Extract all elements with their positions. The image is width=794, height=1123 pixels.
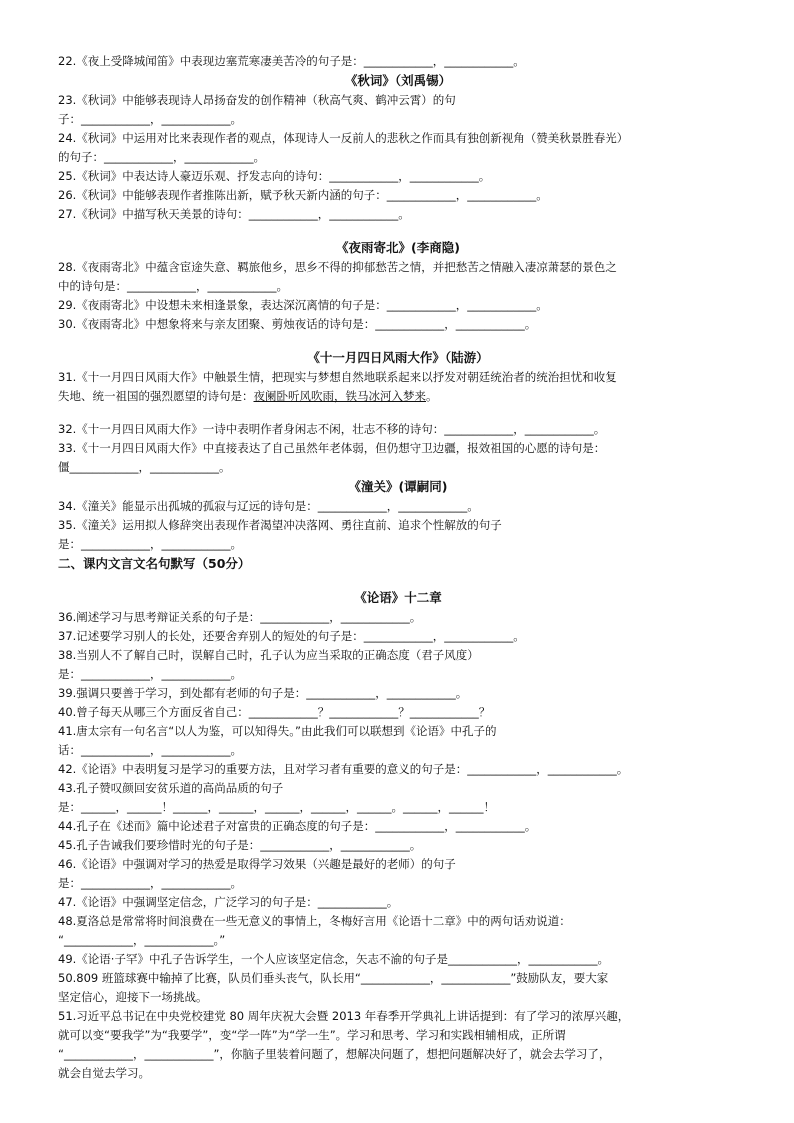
question-line: 31.《十一月四日风雨大作》中触景生情，把现实与梦想自然地联系起来以抒发对朝廷统治者的统治担忧和收复 xyxy=(58,370,617,384)
question-line: 24.《秋词》中运用对比来表现作者的观点，体现诗人一反前人的悲秋之作而具有独创新视角（赞美秋景胜春光） xyxy=(58,131,629,145)
question-line: 40.曾子每天从哪三个方面反省自己：____________？____________？____________？ xyxy=(58,705,491,719)
question-line: 46.《论语》中强调对学习的热爱是取得学习效果（兴趣是最好的老师）的句子 xyxy=(58,857,456,871)
question-line: 47.《论语》中强调坚定信念，广泛学习的句子是：____________。 xyxy=(58,895,399,909)
question-line: 26.《秋词》中能够表现作者推陈出新，赋予秋天新内涵的句子：____________，____________。 xyxy=(58,188,548,202)
question-line: 41.唐太宗有一句名言“以人为鉴，可以知得失。”由此我们可以联想到《论语》中孔子的 xyxy=(58,724,497,738)
question-line xyxy=(58,387,738,406)
question-line: 的句子：____________，____________。 xyxy=(58,150,265,164)
question-line: 就会自觉去学习。 xyxy=(58,1066,150,1080)
question-line: 话：____________，____________。 xyxy=(58,743,242,757)
section-heading: 二、课内文言文名句默写（50分） xyxy=(58,556,251,571)
question-line: 25.《秋词》中表达诗人豪迈乐观、抒发志向的诗句：____________，____________。 xyxy=(58,169,491,183)
question-text: 。 xyxy=(426,389,438,403)
question-line: 僵____________，____________。 xyxy=(58,460,231,474)
question-line: 29.《夜雨寄北》中设想未来相逢景象，表达深沉离情的句子是：____________，____________。 xyxy=(58,298,548,312)
question-line: “____________，____________”，你脑子里装着问题了，想解决问题了，想把问题解决好了，就会去学习了， xyxy=(58,1047,611,1061)
spacer xyxy=(58,334,738,348)
question-line: 35.《潼关》运用拟人修辞突出表现作者渴望冲决落网、勇往直前、追求个性解放的句子 xyxy=(58,518,502,532)
question-line: 是：____________，____________。 xyxy=(58,667,242,681)
question-line: 37.记述要学习别人的长处，还要舍弃别人的短处的句子是：____________，____________。 xyxy=(58,629,525,643)
spacer xyxy=(58,406,738,420)
question-line: “____________，____________。” xyxy=(58,933,226,947)
question-line: 36.阐述学习与思考辩证关系的句子是：____________，____________。 xyxy=(58,610,422,624)
worksheet-page xyxy=(58,52,738,1083)
question-line: 就可以变“要我学”为“我要学”，变“学一阵”为“学一生”。学习和思考、学习和实践相辅相成，正所谓 xyxy=(58,1028,566,1042)
question-line: 27.《秋词》中描写秋天美景的诗句：____________，____________。 xyxy=(58,207,410,221)
question-line: 子：____________，____________。 xyxy=(58,112,242,126)
spacer xyxy=(58,224,738,238)
question-line: 23.《秋词》中能够表现诗人昂扬奋发的创作精神（秋高气爽、鹤冲云霄）的句 xyxy=(58,93,456,107)
question-line: 33.《十一月四日风雨大作》中直接表达了自己虽然年老体弱，但仍想守卫边疆，报效祖国的心愿的诗句是： xyxy=(58,441,606,455)
question-line: 坚定信心，迎接下一场挑战。 xyxy=(58,990,208,1004)
poem-title: 《十一月四日风雨大作》（陆游） xyxy=(307,350,489,365)
spacer xyxy=(58,574,738,588)
question-line: 45.孔子告诫我们要珍惜时光的句子是：____________，____________。 xyxy=(58,838,422,852)
question-line: 39.强调只要善于学习，到处都有老师的句子是：____________，____________。 xyxy=(58,686,468,700)
question-text: 失地、统一祖国的强烈愿望的诗句是： xyxy=(58,389,254,403)
poem-title: 《论语》十二章 xyxy=(354,590,442,605)
question-line: 42.《论语》中表明复习是学习的重要方法，且对学习者有重要的意义的句子是：____________，____________。 xyxy=(58,762,629,776)
question-line: 30.《夜雨寄北》中想象将来与亲友团聚、剪烛夜话的诗句是：____________，____________。 xyxy=(58,317,537,331)
question-line: 48.夏洛总是常常将时间浪费在一些无意义的事情上，冬梅好言用《论语十二章》中的两句话劝说道： xyxy=(58,914,571,928)
answer-text: 夜阑卧听风吹雨，铁马冰河入梦来 xyxy=(253,389,426,403)
question-line: 49.《论语·子罕》中孔子告诉学生，一个人应该坚定信念，矢志不渝的句子是____________，____________。 xyxy=(58,952,609,966)
question-line: 中的诗句是：____________，____________。 xyxy=(58,279,288,293)
question-line: 50.809 班篮球赛中输掉了比赛，队员们垂头丧气，队长用“____________，____________”鼓励队友，要大家 xyxy=(58,971,609,985)
question-line: 是：____________，____________。 xyxy=(58,876,242,890)
poem-title: 《夜雨寄北》(李商隐) xyxy=(336,240,460,255)
question-line: 44.孔子在《述而》篇中论述君子对富贵的正确态度的句子是：____________，____________。 xyxy=(58,819,537,833)
question-line: 38.当别人不了解自己时，误解自己时，孔子认为应当采取的正确态度（君子风度） xyxy=(58,648,479,662)
poem-title: 《潼关》(谭嗣同) xyxy=(348,479,448,494)
question-line: 28.《夜雨寄北》中蕴含宦途失意、羁旅他乡，思乡不得的抑郁愁苦之情，并把愁苦之情融入凄凉萧瑟的景色之 xyxy=(58,260,617,274)
question-line: 43.孔子赞叹颜回安贫乐道的高尚品质的句子 xyxy=(58,781,284,795)
question-line: 是：______，______！______，______，______，______，______。______，______！ xyxy=(58,800,495,814)
question-line: 32.《十一月四日风雨大作》一诗中表明作者身闲志不闲，壮志不移的诗句：____________，____________。 xyxy=(58,422,606,436)
question-line: 22.《夜上受降城闻笛》中表现边塞荒寒凄美苦冷的句子是：____________，____________。 xyxy=(58,54,525,68)
question-line: 34.《潼关》能显示出孤城的孤寂与辽远的诗句是：____________，____________。 xyxy=(58,499,479,513)
question-line: 是：____________，____________。 xyxy=(58,537,242,551)
question-line: 51.习近平总书记在中央党校建党 80 周年庆祝大会暨 2013 年春季开学典礼上讲话提到：有了学习的浓厚兴趣， xyxy=(58,1009,630,1023)
poem-title: 《秋词》（刘禹锡） xyxy=(344,73,452,88)
